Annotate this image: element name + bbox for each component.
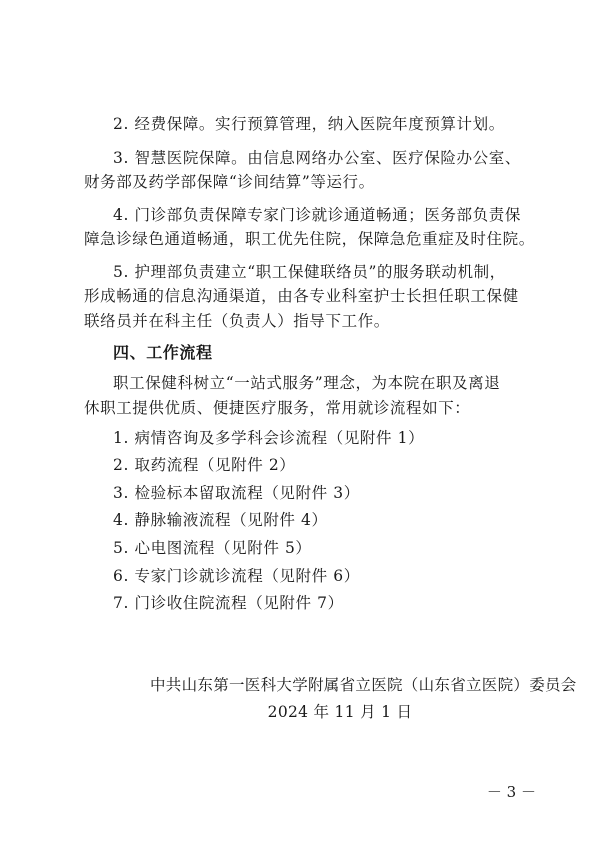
paragraph-nursing-cont-1: 形成畅通的信息沟通渠道，由各专业科室护士长担任职工保健 bbox=[84, 287, 519, 305]
procedure-item: 1. 病情咨询及多学科会诊流程（见附件 1） bbox=[113, 429, 425, 447]
paragraph-smart-hospital: 3. 智慧医院保障。由信息网络办公室、医疗保险办公室、 bbox=[113, 149, 521, 167]
procedure-item: 2. 取药流程（见附件 2） bbox=[113, 456, 296, 474]
signature-date: 2024 年 11 月 1 日 bbox=[267, 703, 413, 721]
intro-line-2: 休职工提供优质、便捷医疗服务，常用就诊流程如下： bbox=[84, 399, 471, 417]
intro-line-1: 职工保健科树立“一站式服务”理念，为本院在职及离退 bbox=[113, 374, 501, 392]
paragraph-funding: 2. 经费保障。实行预算管理，纳入医院年度预算计划。 bbox=[113, 115, 505, 133]
procedure-item: 6. 专家门诊就诊流程（见附件 6） bbox=[113, 567, 360, 585]
paragraph-nursing: 5. 护理部负责建立“职工保健联络员”的服务联动机制， bbox=[113, 263, 506, 281]
procedure-item: 4. 静脉输液流程（见附件 4） bbox=[113, 511, 328, 529]
procedure-item: 3. 检验标本留取流程（见附件 3） bbox=[113, 484, 360, 502]
paragraph-nursing-cont-2: 联络员并在科主任（负责人）指导下工作。 bbox=[84, 312, 390, 330]
procedure-item: 7. 门诊收住院流程（见附件 7） bbox=[113, 594, 344, 612]
signature-organization: 中共山东第一医科大学附属省立医院（山东省立医院）委员会 bbox=[150, 676, 577, 694]
paragraph-outpatient-cont: 障急诊绿色通道畅通，职工优先住院，保障急危重症及时住院。 bbox=[84, 230, 535, 248]
paragraph-outpatient: 4. 门诊部负责保障专家门诊就诊通道畅通；医务部负责保 bbox=[113, 206, 521, 224]
page-number: － 3 － bbox=[486, 783, 536, 801]
paragraph-smart-hospital-cont: 财务部及药学部保障“诊间结算”等运行。 bbox=[84, 173, 375, 191]
procedure-item: 5. 心电图流程（见附件 5） bbox=[113, 539, 312, 557]
section-heading: 四、工作流程 bbox=[113, 343, 213, 362]
